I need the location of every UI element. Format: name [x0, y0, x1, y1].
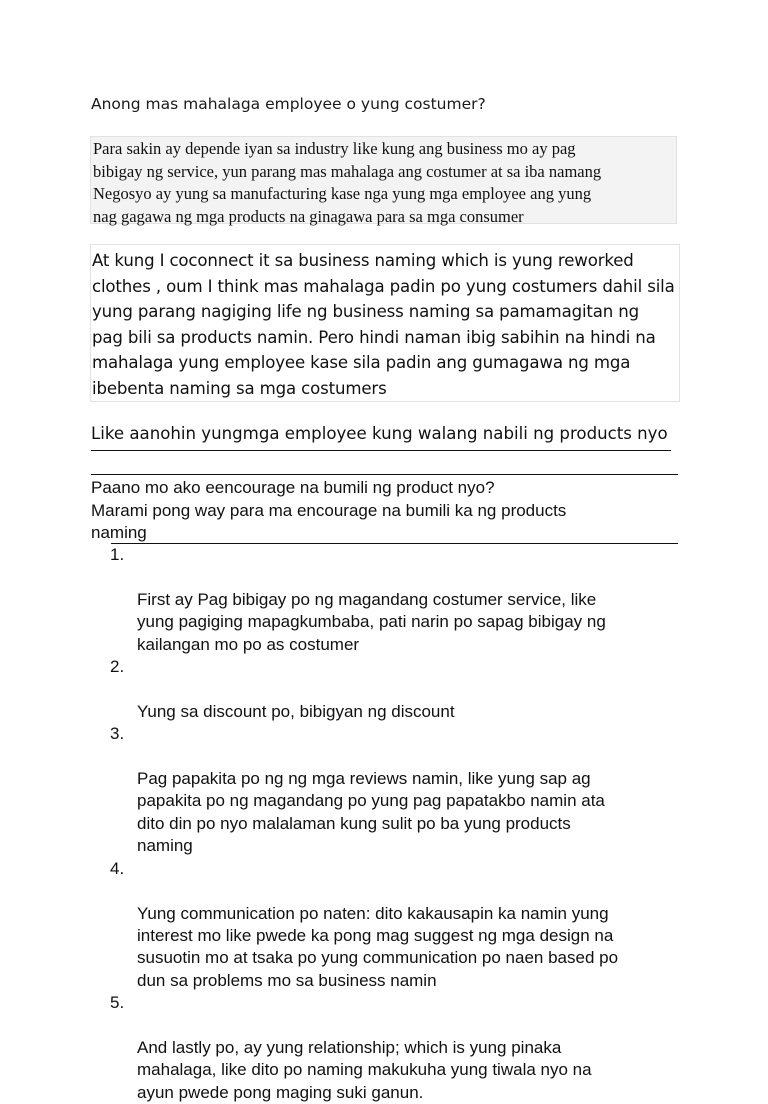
list-number: 4.: [110, 858, 125, 878]
list-item-text: Yung communication po naten: dito kakausapin ka namin yung interest mo like pwede ka pong mag suggest ng mga design na susuotin mo at tsaka po yung communication po naen based po dun sa problems mo sa business namin: [137, 903, 619, 990]
like-line: Like aanohin yungmga employee kung walang nabili ng products nyo: [91, 421, 671, 451]
list-number: 2.: [110, 657, 125, 677]
answer-2-intro-line-1: Marami pong way para ma encourage na bumili ka ng products: [91, 500, 567, 520]
question-2: Paano mo ako eencourage na bumili ng product nyo?: [91, 478, 495, 497]
list-item: [110, 992, 680, 1104]
answer-box-1: Para sakin ay depende iyan sa industry like kung ang business mo ay pag bibigay ng service, yun parang mas mahalaga ang costumer at sa iba namang Negosyo ay yung sa manufacturing kase nga yung mga employee ang yung nag gagawa ng mga products na ginagawa para sa mga consumer: [90, 136, 677, 224]
list-item-text: Yung sa discount po, bibigyan ng discount: [137, 701, 455, 721]
list-item: [110, 656, 680, 723]
list-item-text: First ay Pag bibigay po ng magandang costumer service, like yung pagiging mapagkumbaba, pati narin po sapag bibigay ng kailangan mo po as costumer: [137, 589, 606, 654]
answer-2-intro-line-2: naming: [91, 523, 147, 542]
list-number: 3.: [110, 724, 125, 744]
question-2-block: [91, 477, 681, 545]
list-item: [110, 858, 680, 992]
list-item: [110, 723, 680, 857]
numbered-list: [110, 544, 680, 1104]
list-number: 5.: [110, 993, 125, 1013]
divider-top: [91, 474, 678, 475]
list-item-text: Pag papakita po ng ng mga reviews namin, like yung sap ag papakita po ng magandang po yung pag papatakbo namin ata dito din po nyo malalaman kung sulit po ba yung products naming: [137, 769, 605, 856]
list-number: 1.: [110, 545, 125, 564]
list-item-text: And lastly po, ay yung relationship; which is yung pinaka mahalaga, like dito po naming makukuha yung tiwala nyo na ayun pwede pong maging suki ganun.: [137, 1037, 592, 1102]
question-1: Anong mas mahalaga employee o yung costumer?: [91, 95, 486, 113]
list-item: [110, 544, 680, 656]
answer-box-2: At kung I coconnect it sa business naming which is yung reworked clothes , oum I think mas mahalaga padin po yung costumers dahil sila yung parang nagiging life ng business naming sa pamamagitan ng pag bili sa products namin. Pero hindi naman ibig sabihin na hindi na mahalaga yung employee kase sila padin ang gumagawa ng mga ibebenta naming sa mga costumers: [90, 244, 680, 402]
